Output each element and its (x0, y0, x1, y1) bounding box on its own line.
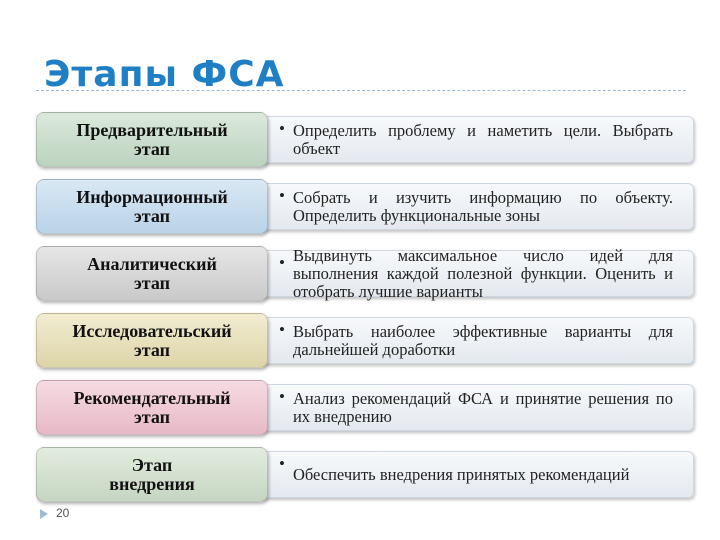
stage-description: Определить проблему и наметить цели. Выбрать объект (292, 120, 673, 158)
stage-label-box (36, 246, 268, 301)
stage-label-box (36, 447, 268, 502)
stage-label-box (36, 380, 268, 435)
stage-description: Собрать и изучить информацию по объекту. Определить функциональные зоны (292, 187, 673, 225)
stage-description: Выдвинуть максимальное число идей для выполнения каждой полезной функции. Оценить и отобрать лучшие варианты (292, 245, 673, 301)
stage-label: Предварительный этап (76, 119, 228, 159)
stage-label: Аналитический этап (87, 253, 217, 293)
stage-description: Обеспечить внедрения принятых рекомендаций (292, 464, 630, 484)
bullet-icon: • (279, 253, 285, 272)
stage-description-box (258, 317, 694, 364)
stage-row (36, 112, 694, 167)
page-number: 20 (56, 506, 70, 520)
stage-label-box (36, 112, 268, 167)
stage-label-box (36, 313, 268, 368)
bullet-icon: • (279, 119, 285, 138)
bullet-icon: • (279, 454, 285, 473)
stage-row (36, 447, 694, 502)
stage-description: Выбрать наиболее эффективные варианты для дальнейшей доработки (292, 321, 673, 359)
stage-description-box (258, 384, 694, 431)
stage-description-box (258, 183, 694, 230)
stage-description-box (258, 116, 694, 163)
stage-label: Информационный этап (76, 186, 228, 226)
stage-row (36, 313, 694, 368)
page-marker-icon (40, 509, 48, 519)
stage-description-box (258, 245, 694, 301)
page-title: Этапы ФСА (44, 54, 285, 95)
stage-row (36, 380, 694, 435)
stage-label: Исследовательский этап (72, 320, 232, 360)
stage-row (36, 246, 694, 301)
stage-description-box (258, 451, 694, 498)
bullet-icon: • (279, 387, 285, 406)
stage-description: Анализ рекомендаций ФСА и принятие решения по их внедрению (292, 388, 673, 426)
stage-label: Этап внедрения (109, 454, 195, 494)
stage-row (36, 179, 694, 234)
stages-list (36, 112, 694, 502)
bullet-icon: • (279, 186, 285, 205)
title-divider (36, 90, 686, 91)
stage-label: Рекомендательный этап (73, 387, 231, 427)
bullet-icon: • (279, 320, 285, 339)
stage-label-box (36, 179, 268, 234)
